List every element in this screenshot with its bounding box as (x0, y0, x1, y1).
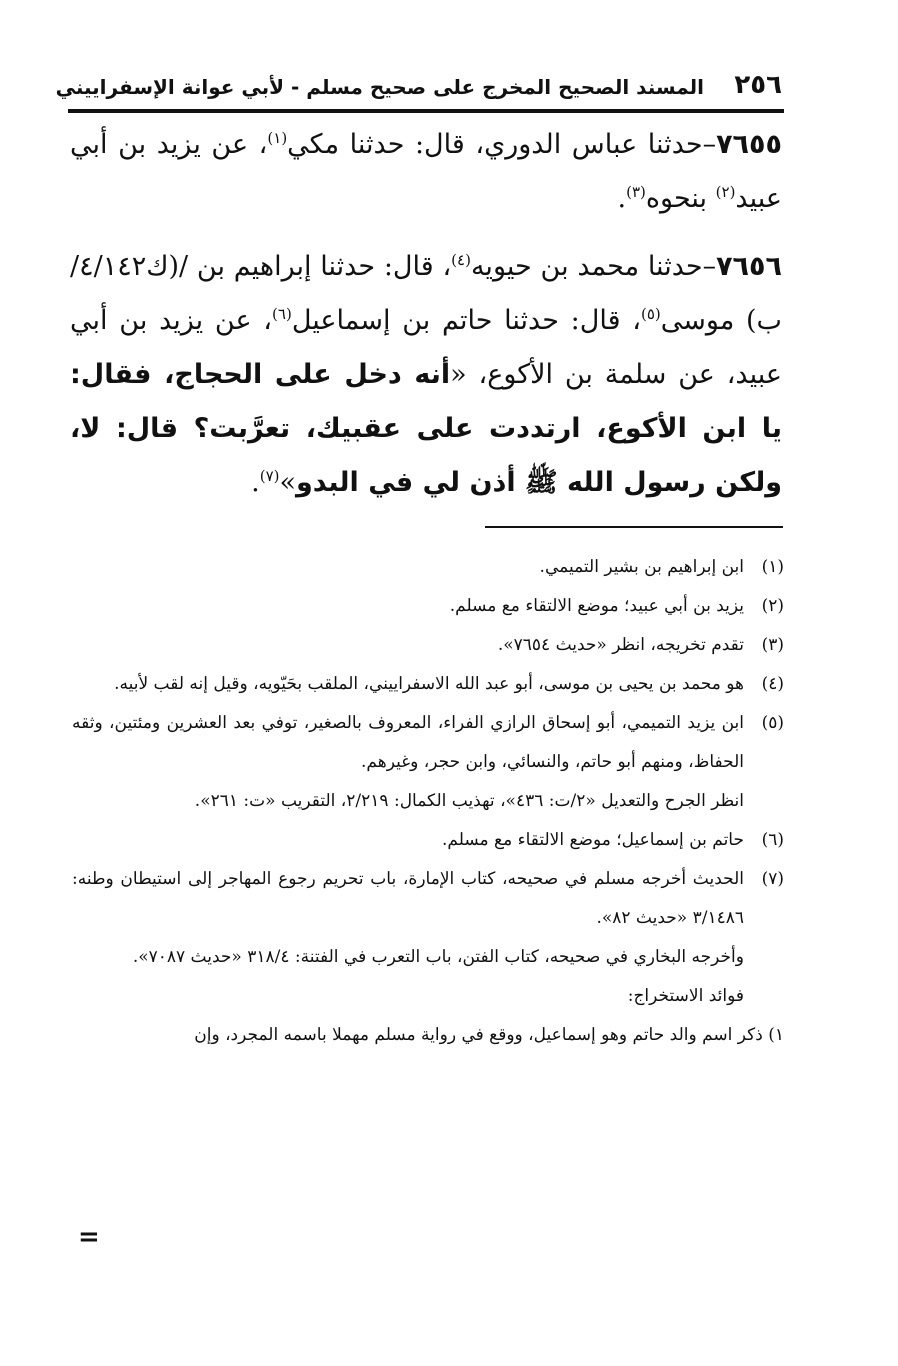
footnote-ref[interactable]: (٥) (640, 305, 661, 323)
continuation-mark: = (78, 1222, 100, 1252)
footnote-number: (٧) (761, 869, 784, 889)
footnote-text: تقدم تخريجه، انظر «حديث ٧٦٥٤». (497, 635, 744, 655)
footnote-number: (٤) (761, 674, 784, 694)
footnote-1 (72, 548, 784, 587)
footnote-4 (72, 665, 784, 704)
hadith-text: ، قال: حدثنا إبراهيم بن /(ك٤/١٤٢/ب) موسى (70, 251, 782, 336)
footnote-text: ابن إبراهيم بن بشير التميمي. (539, 557, 744, 577)
footnote-ref[interactable]: (٧) (259, 467, 280, 485)
benefits-heading: فوائد الاستخراج: (627, 986, 744, 1006)
benefit-1 (72, 1016, 784, 1055)
footnote-ref[interactable]: (٤) (451, 251, 471, 269)
footnote-5-sources: انظر الجرح والتعديل «٢/ت: ٤٣٦»، تهذيب الكمال: ٢/٢١٩، التقريب «ت: ٢٦١». (194, 791, 744, 811)
footnote-number: (٥) (761, 713, 784, 733)
footnote-5 (72, 704, 784, 782)
footnote-2 (72, 587, 784, 626)
footnote-3 (72, 626, 784, 665)
hadith-text: –حدثنا محمد بن حيويه (470, 251, 717, 282)
main-text (70, 118, 782, 524)
footnote-ref[interactable]: (٦) (272, 305, 292, 323)
footnote-7-bukhari: وأخرجه البخاري في صحيحه، كتاب الفتن، باب التعرب في الفتنة: ٣١٨/٤ «حديث ٧٠٨٧». (132, 947, 744, 967)
hadith-text: ، قال: حدثنا حاتم بن إسماعيل (291, 305, 641, 336)
footnote-text: هو محمد بن يحيى بن موسى، أبو عبد الله الاسفراييني، الملقب بحَيّويه، وقيل إنه لقب لأبيه. (114, 674, 744, 694)
hadith-text: ، عن يزيد بن أبي عبيد (70, 129, 782, 214)
footnote-text: ١) ذكر اسم والد حاتم وهو إسماعيل، ووقع في رواية مسلم مهملا باسمه المجرد، وإن (194, 1025, 784, 1045)
page-header (55, 70, 782, 104)
footnote-ref[interactable]: (٢) (715, 183, 736, 201)
hadith-text: –حدثنا عباس الدوري، قال: حدثنا مكي (287, 129, 717, 160)
footnote-text: حاتم بن إسماعيل؛ موضع الالتقاء مع مسلم. (442, 830, 744, 850)
hadith-7656 (70, 240, 782, 510)
hadith-text: . (617, 183, 627, 214)
hadith-text: بنحوه (645, 183, 716, 214)
footnote-separator (485, 526, 783, 528)
hadith-matn: أنه دخل على الحجاج، فقال: يا ابن الأكوع، ارتددت على عقبيك، تعرَّبت؟ قال: لا، ولكن رسول الله ﷺ أذن لي في البدو (70, 359, 782, 498)
header-divider (68, 109, 784, 113)
footnotes (72, 548, 784, 1055)
footnote-text: الحديث أخرجه مسلم في صحيحه، كتاب الإمارة، باب تحريم رجوع المهاجر إلى استيطان وطنه: ٣/١٤٨٦ «حديث ٨٢». (72, 869, 744, 928)
footnote-ref[interactable]: (٣) (626, 183, 646, 201)
footnote-text: يزيد بن أبي عبيد؛ موضع الالتقاء مع مسلم. (449, 596, 744, 616)
page-number: ٢٥٦ (734, 70, 782, 100)
footnote-text: ابن يزيد التميمي، أبو إسحاق الرازي الفراء، المعروف بالصغير، توفي بعد العشرين ومئتين، وثقه الحفاظ، ومنهم أبو حاتم، والنسائي، وابن حجر، وغيرهم. (72, 713, 744, 772)
hadith-text: . (251, 467, 260, 498)
running-title: المسند الصحيح المخرج على صحيح مسلم - لأبي عوانة الإسفراييني (55, 75, 704, 99)
hadith-7655 (70, 118, 782, 226)
hadith-text: ، عن يزيد بن أبي عبيد، عن سلمة بن الأكوع، « (70, 305, 782, 390)
hadith-text: » (279, 467, 297, 498)
hadith-number: ٧٦٥٦ (716, 251, 782, 282)
footnote-ref[interactable]: (١) (267, 129, 288, 147)
footnote-number: (٢) (761, 596, 784, 616)
footnote-number: (١) (761, 557, 784, 577)
footnote-number: (٦) (761, 830, 784, 850)
hadith-number: ٧٦٥٥ (716, 129, 782, 160)
footnote-number: (٣) (761, 635, 784, 655)
footnote-6 (72, 821, 784, 860)
footnote-7 (72, 860, 784, 938)
